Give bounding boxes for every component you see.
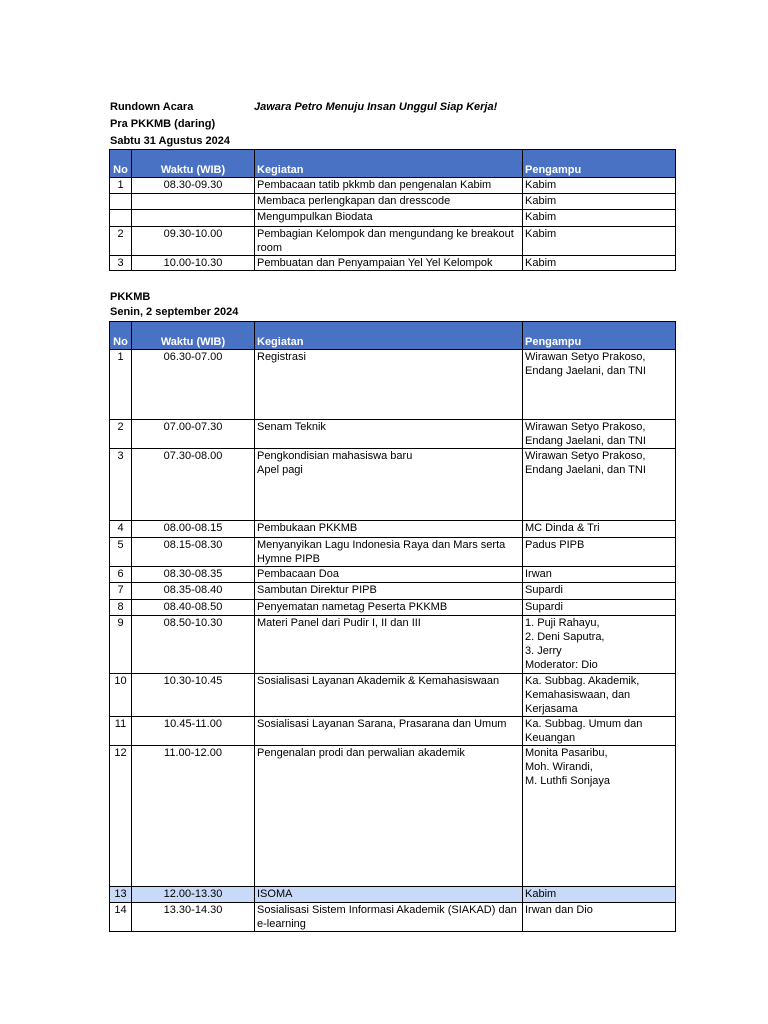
col-instructor-cell bbox=[523, 350, 676, 420]
col-activity-header: Kegiatan bbox=[255, 150, 523, 178]
table-row bbox=[110, 616, 676, 674]
col-activity-cell bbox=[255, 674, 523, 717]
col-time-cell: 10.45-11.00 bbox=[132, 717, 255, 746]
col-instructor-cell bbox=[523, 227, 676, 256]
col-instructor-cell bbox=[523, 583, 676, 600]
table-row bbox=[110, 521, 676, 538]
instructor-text: Wirawan Setyo Prakoso, bbox=[525, 421, 646, 433]
col-no-cell: 14 bbox=[110, 903, 132, 932]
instructor-text: Endang Jaelani, dan TNI bbox=[525, 435, 646, 447]
col-instructor-cell bbox=[523, 420, 676, 449]
table-row bbox=[110, 600, 676, 616]
activity-text: Pembacaan tatib pkkmb dan pengenalan Kabim bbox=[257, 179, 492, 191]
table-row bbox=[110, 227, 676, 256]
activity-text: Sosialisasi Layanan Akademik & Kemahasiswaan bbox=[257, 675, 500, 687]
activity-text: Pembuatan dan Penyampaian Yel Yel Kelompok bbox=[257, 257, 493, 269]
col-activity-header: Kegiatan bbox=[255, 322, 523, 350]
instructor-text: Kabim bbox=[525, 888, 557, 900]
table-row bbox=[110, 256, 676, 271]
instructor-text: Supardi bbox=[525, 584, 563, 596]
activity-text: Senam Teknik bbox=[257, 421, 326, 433]
col-activity-cell bbox=[255, 746, 523, 887]
col-activity-cell bbox=[255, 256, 523, 271]
table-row bbox=[110, 567, 676, 583]
activity-text: Menyanyikan Lagu Indonesia Raya dan Mars serta bbox=[257, 539, 506, 551]
col-instructor-cell bbox=[523, 567, 676, 583]
instructor-text: Kabim bbox=[525, 179, 557, 191]
table-row bbox=[110, 178, 676, 194]
col-instructor-header: Pengampu bbox=[523, 150, 676, 178]
activity-text: Hymne PIPB bbox=[257, 553, 320, 565]
col-no-cell: 2 bbox=[110, 227, 132, 256]
col-no-cell: 9 bbox=[110, 616, 132, 674]
activity-text: ISOMA bbox=[257, 888, 293, 900]
col-no-cell: 4 bbox=[110, 521, 132, 538]
pre-pkkmb-date: Sabtu 31 Agustus 2024 bbox=[110, 135, 231, 147]
col-activity-cell bbox=[255, 227, 523, 256]
instructor-text: Ka. Subbag. Umum dan bbox=[525, 718, 643, 730]
col-no-cell bbox=[110, 194, 132, 210]
col-time-cell bbox=[132, 194, 255, 210]
activity-text: Mengumpulkan Biodata bbox=[257, 211, 373, 223]
activity-text: Sambutan Direktur PIPB bbox=[257, 584, 377, 596]
col-instructor-cell bbox=[523, 674, 676, 717]
pre-pkkmb-schedule-table bbox=[109, 149, 676, 271]
col-time-header: Waktu (WIB) bbox=[132, 150, 255, 178]
activity-text: Apel pagi bbox=[257, 464, 303, 476]
col-instructor-cell bbox=[523, 521, 676, 538]
col-no-cell: 3 bbox=[110, 449, 132, 521]
col-time-cell: 09.30-10.00 bbox=[132, 227, 255, 256]
col-activity-cell bbox=[255, 717, 523, 746]
col-time-cell: 08.40-08.50 bbox=[132, 600, 255, 616]
col-activity-cell bbox=[255, 420, 523, 449]
table-row bbox=[110, 449, 676, 521]
col-no-cell: 1 bbox=[110, 350, 132, 420]
col-instructor-cell bbox=[523, 887, 676, 903]
activity-text: Pembukaan PKKMB bbox=[257, 522, 358, 534]
col-instructor-cell bbox=[523, 194, 676, 210]
col-time-cell: 08.50-10.30 bbox=[132, 616, 255, 674]
col-time-cell: 11.00-12.00 bbox=[132, 746, 255, 887]
col-no-cell: 1 bbox=[110, 178, 132, 194]
col-instructor-cell bbox=[523, 256, 676, 271]
col-time-cell bbox=[132, 210, 255, 227]
instructor-text: Monita Pasaribu, bbox=[525, 747, 608, 759]
col-time-cell: 07.00-07.30 bbox=[132, 420, 255, 449]
instructor-text: Padus PIPB bbox=[525, 539, 585, 551]
activity-text: Registrasi bbox=[257, 351, 306, 363]
activity-text: Materi Panel dari Pudir I, II dan III bbox=[257, 617, 421, 629]
table-row bbox=[110, 674, 676, 717]
col-activity-cell bbox=[255, 538, 523, 567]
table-row bbox=[110, 194, 676, 210]
instructor-text: Endang Jaelani, dan TNI bbox=[525, 464, 646, 476]
col-activity-cell bbox=[255, 887, 523, 903]
col-instructor-cell bbox=[523, 903, 676, 932]
rundown-label: Rundown Acara bbox=[110, 101, 194, 113]
col-instructor-cell bbox=[523, 746, 676, 887]
table-row bbox=[110, 887, 676, 903]
pkkmb-title: PKKMB bbox=[110, 291, 151, 303]
col-activity-cell bbox=[255, 521, 523, 538]
activity-text: Pembagian Kelompok dan mengundang ke breakout bbox=[257, 228, 514, 240]
col-instructor-cell bbox=[523, 178, 676, 194]
pkkmb-schedule-table bbox=[109, 321, 676, 932]
instructor-text: Supardi bbox=[525, 601, 563, 613]
col-no-cell bbox=[110, 210, 132, 227]
instructor-text: 1. Puji Rahayu, bbox=[525, 617, 600, 629]
col-no-cell: 6 bbox=[110, 567, 132, 583]
col-no-cell: 11 bbox=[110, 717, 132, 746]
table-header-row bbox=[110, 150, 676, 178]
col-time-cell: 08.15-08.30 bbox=[132, 538, 255, 567]
table-row bbox=[110, 350, 676, 420]
col-time-cell: 08.00-08.15 bbox=[132, 521, 255, 538]
table-row bbox=[110, 210, 676, 227]
instructor-text: Ka. Subbag. Akademik, bbox=[525, 675, 640, 687]
col-instructor-cell bbox=[523, 538, 676, 567]
activity-text: Pengenalan prodi dan perwalian akademik bbox=[257, 747, 465, 759]
col-activity-cell bbox=[255, 194, 523, 210]
col-instructor-cell bbox=[523, 616, 676, 674]
col-time-cell: 08.35-08.40 bbox=[132, 583, 255, 600]
event-theme: Jawara Petro Menuju Insan Unggul Siap Kerja! bbox=[254, 101, 498, 113]
activity-text: Penyematan nametag Peserta PKKMB bbox=[257, 601, 448, 613]
col-no-cell: 3 bbox=[110, 256, 132, 271]
col-activity-cell bbox=[255, 903, 523, 932]
pkkmb-date: Senin, 2 september 2024 bbox=[110, 306, 239, 318]
col-time-cell: 07.30-08.00 bbox=[132, 449, 255, 521]
activity-text: Sosialisasi Layanan Sarana, Prasarana dan Umum bbox=[257, 718, 507, 730]
table-row bbox=[110, 903, 676, 932]
instructor-text: Endang Jaelani, dan TNI bbox=[525, 365, 646, 377]
instructor-text: Kemahasiswaan, dan bbox=[525, 689, 631, 701]
col-instructor-cell bbox=[523, 717, 676, 746]
activity-text: Pembacaan Doa bbox=[257, 568, 339, 580]
col-no-cell: 2 bbox=[110, 420, 132, 449]
col-activity-cell bbox=[255, 449, 523, 521]
col-no-header: No bbox=[110, 322, 132, 350]
instructor-text: 2. Deni Saputra, bbox=[525, 631, 605, 643]
col-no-cell: 7 bbox=[110, 583, 132, 600]
col-activity-cell bbox=[255, 600, 523, 616]
table-row bbox=[110, 538, 676, 567]
col-instructor-cell bbox=[523, 449, 676, 521]
instructor-text: Irwan dan Dio bbox=[525, 904, 593, 916]
col-time-cell: 06.30-07.00 bbox=[132, 350, 255, 420]
col-time-cell: 13.30-14.30 bbox=[132, 903, 255, 932]
col-activity-cell bbox=[255, 178, 523, 194]
col-no-cell: 13 bbox=[110, 887, 132, 903]
col-activity-cell bbox=[255, 210, 523, 227]
activity-text: room bbox=[257, 242, 283, 254]
activity-text: Pengkondisian mahasiswa baru bbox=[257, 450, 413, 462]
instructor-text: Kerjasama bbox=[525, 703, 578, 715]
table-row bbox=[110, 583, 676, 600]
activity-text: Sosialisasi Sistem Informasi Akademik (SIAKAD) dan bbox=[257, 904, 517, 916]
instructor-text: Moderator: Dio bbox=[525, 659, 598, 671]
instructor-text: Kabim bbox=[525, 257, 557, 269]
instructor-text: Keuangan bbox=[525, 732, 576, 744]
instructor-text: MC Dinda & Tri bbox=[525, 522, 600, 534]
table-row bbox=[110, 746, 676, 887]
col-instructor-cell bbox=[523, 600, 676, 616]
col-activity-cell bbox=[255, 567, 523, 583]
activity-text: e-learning bbox=[257, 918, 306, 930]
col-no-cell: 8 bbox=[110, 600, 132, 616]
table-row bbox=[110, 717, 676, 746]
col-time-header: Waktu (WIB) bbox=[132, 322, 255, 350]
activity-text: Membaca perlengkapan dan dresscode bbox=[257, 195, 451, 207]
instructor-text: 3. Jerry bbox=[525, 645, 562, 657]
col-no-cell: 12 bbox=[110, 746, 132, 887]
instructor-text: M. Luthfi Sonjaya bbox=[525, 775, 610, 787]
col-instructor-header: Pengampu bbox=[523, 322, 676, 350]
instructor-text: Kabim bbox=[525, 228, 557, 240]
table-row bbox=[110, 420, 676, 449]
col-no-cell: 10 bbox=[110, 674, 132, 717]
instructor-text: Irwan bbox=[525, 568, 552, 580]
col-no-header: No bbox=[110, 150, 132, 178]
pre-pkkmb-subtitle: Pra PKKMB (daring) bbox=[110, 118, 216, 130]
col-time-cell: 10.00-10.30 bbox=[132, 256, 255, 271]
col-activity-cell bbox=[255, 583, 523, 600]
table-header-row bbox=[110, 322, 676, 350]
col-activity-cell bbox=[255, 616, 523, 674]
col-no-cell: 5 bbox=[110, 538, 132, 567]
instructor-text: Wirawan Setyo Prakoso, bbox=[525, 351, 646, 363]
col-time-cell: 08.30-09.30 bbox=[132, 178, 255, 194]
col-instructor-cell bbox=[523, 210, 676, 227]
col-time-cell: 10.30-10.45 bbox=[132, 674, 255, 717]
col-time-cell: 08.30-08.35 bbox=[132, 567, 255, 583]
instructor-text: Wirawan Setyo Prakoso, bbox=[525, 450, 646, 462]
col-time-cell: 12.00-13.30 bbox=[132, 887, 255, 903]
instructor-text: Kabim bbox=[525, 195, 557, 207]
col-activity-cell bbox=[255, 350, 523, 420]
instructor-text: Moh. Wirandi, bbox=[525, 761, 593, 773]
instructor-text: Kabim bbox=[525, 211, 557, 223]
